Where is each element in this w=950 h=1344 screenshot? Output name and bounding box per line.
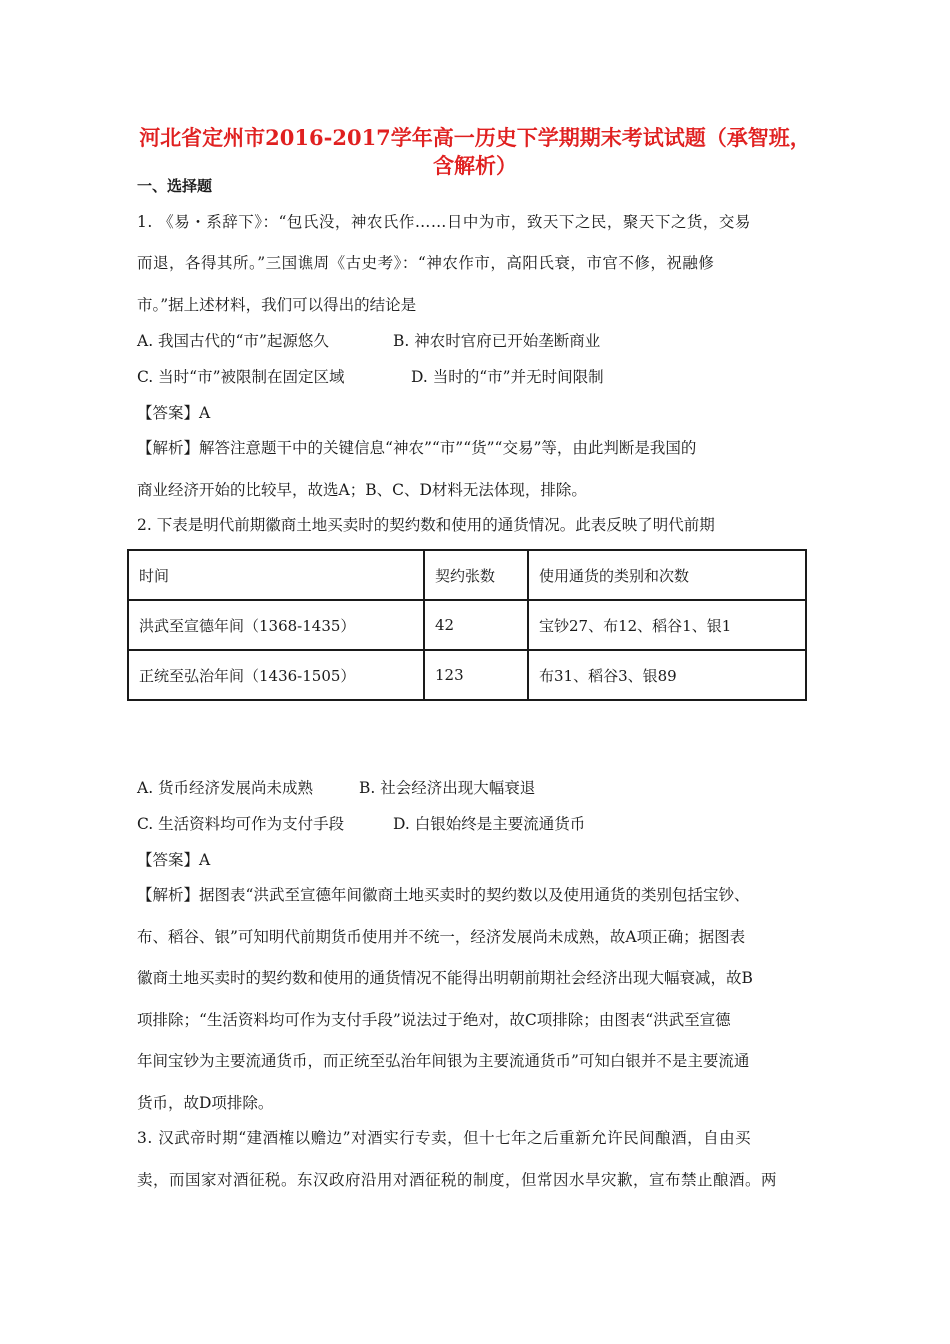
q2-option-d: D. 白银始终是主要流通货币 [393,815,586,833]
q1-option-d: D. 当时的“市”并无时间限制 [411,368,604,386]
q2-option-c: C. 生活资料均可作为支付手段 [137,815,345,833]
section-heading: 一、选择题 [137,177,213,195]
table-cell: 正统至弘治年间（1436-1505） [128,650,424,700]
page-title-line-1: 河北省定州市2016-2017学年高一历史下学期期末考试试题（承智班， [139,125,811,150]
table-cell: 123 [424,650,528,700]
q2-analysis-line-1 [137,884,822,906]
q2-option-b: B. 社会经济出现大幅衰退 [359,779,536,797]
q1-analysis-line-2: 商业经济开始的比较早，故选A；B、C、D材料无法体现，排除。 [137,481,587,499]
table-row [128,600,806,650]
q2-analysis-line-2: 布、稻谷、银”可知明代前期货币使用并不统一，经济发展尚未成熟，故A项正确；据图表 [137,928,746,946]
q2-analysis-line-3: 徽商土地买卖时的契约数和使用的通货情况不能得出明朝前期社会经济出现大幅衰减，故B [137,969,753,987]
table-cell: 洪武至宣德年间（1368-1435） [128,600,424,650]
table-header-cell: 契约张数 [424,550,528,600]
q3-stem-line-2: 卖，而国家对酒征税。东汉政府沿用对酒征税的制度，但常因水旱灾歉，宣布禁止酿酒。两 [137,1171,778,1189]
q1-option-b: B. 神农时官府已开始垄断商业 [393,332,601,350]
q2-analysis-text-1: 据图表“洪武至宣德年间徽商土地买卖时的契约数以及使用通货的类别包括宝钞、 [199,886,750,904]
table-cell: 42 [424,600,528,650]
q1-answer: 【答案】A [137,404,211,422]
q2-stem: 2. 下表是明代前期徽商土地买卖时的契约数和使用的通货情况。此表反映了明代前期 [137,516,715,534]
q1-option-c: C. 当时“市”被限制在固定区域 [137,368,345,386]
q2-option-a: A. 货币经济发展尚未成熟 [137,779,314,797]
table-cell: 布31、稻谷3、银89 [528,650,806,700]
q2-option-row-2 [137,813,586,835]
q2-option-row-1 [137,777,536,799]
q1-option-row-1 [137,330,601,352]
page-title [128,124,822,180]
q1-analysis-text-1: 解答注意题干中的关键信息“神农”“市”“货”“交易”等，由此判断是我国的 [199,439,697,457]
table-header-row [128,550,806,600]
q1-analysis-label: 【解析】 [137,439,200,457]
q1-stem-line-2: 而退，各得其所。”三国谯周《古史考》：“神农作市，高阳氏衰，市官不修，祝融修 [137,254,715,272]
q2-analysis-label: 【解析】 [137,886,200,904]
q2-answer: 【答案】A [137,851,211,869]
q1-option-row-2 [137,366,604,388]
q1-analysis-line-1 [137,437,822,459]
table-cell: 宝钞27、布12、稻谷1、银1 [528,600,806,650]
table-header-cell: 使用通货的类别和次数 [528,550,806,600]
q2-analysis-line-4: 项排除；“生活资料均可作为支付手段”说法过于绝对，故C项排除；由图表“洪武至宣德 [137,1011,731,1029]
table-row [128,650,806,700]
table-header-cell: 时间 [128,550,424,600]
q1-option-a: A. 我国古代的“市”起源悠久 [137,332,329,350]
q1-stem-line-3: 市。”据上述材料，我们可以得出的结论是 [137,296,417,314]
q3-stem-line-1: 3. 汉武帝时期“建酒榷以赡边”对酒实行专卖，但十七年之后重新允许民间酿酒，自由买 [137,1129,752,1147]
q1-stem-line-1: 1. 《易・系辞下》：“包氏没，神农氏作……日中为市，致天下之民，聚天下之货，交易 [137,213,751,231]
contract-currency-table [127,549,807,701]
page-title-line-2: 含解析） [433,153,517,178]
q2-analysis-line-6: 货币，故D项排除。 [137,1094,274,1112]
q2-analysis-line-5: 年间宝钞为主要流通货币，而正统至弘治年间银为主要流通货币”可知白银并不是主要流通 [137,1052,750,1070]
